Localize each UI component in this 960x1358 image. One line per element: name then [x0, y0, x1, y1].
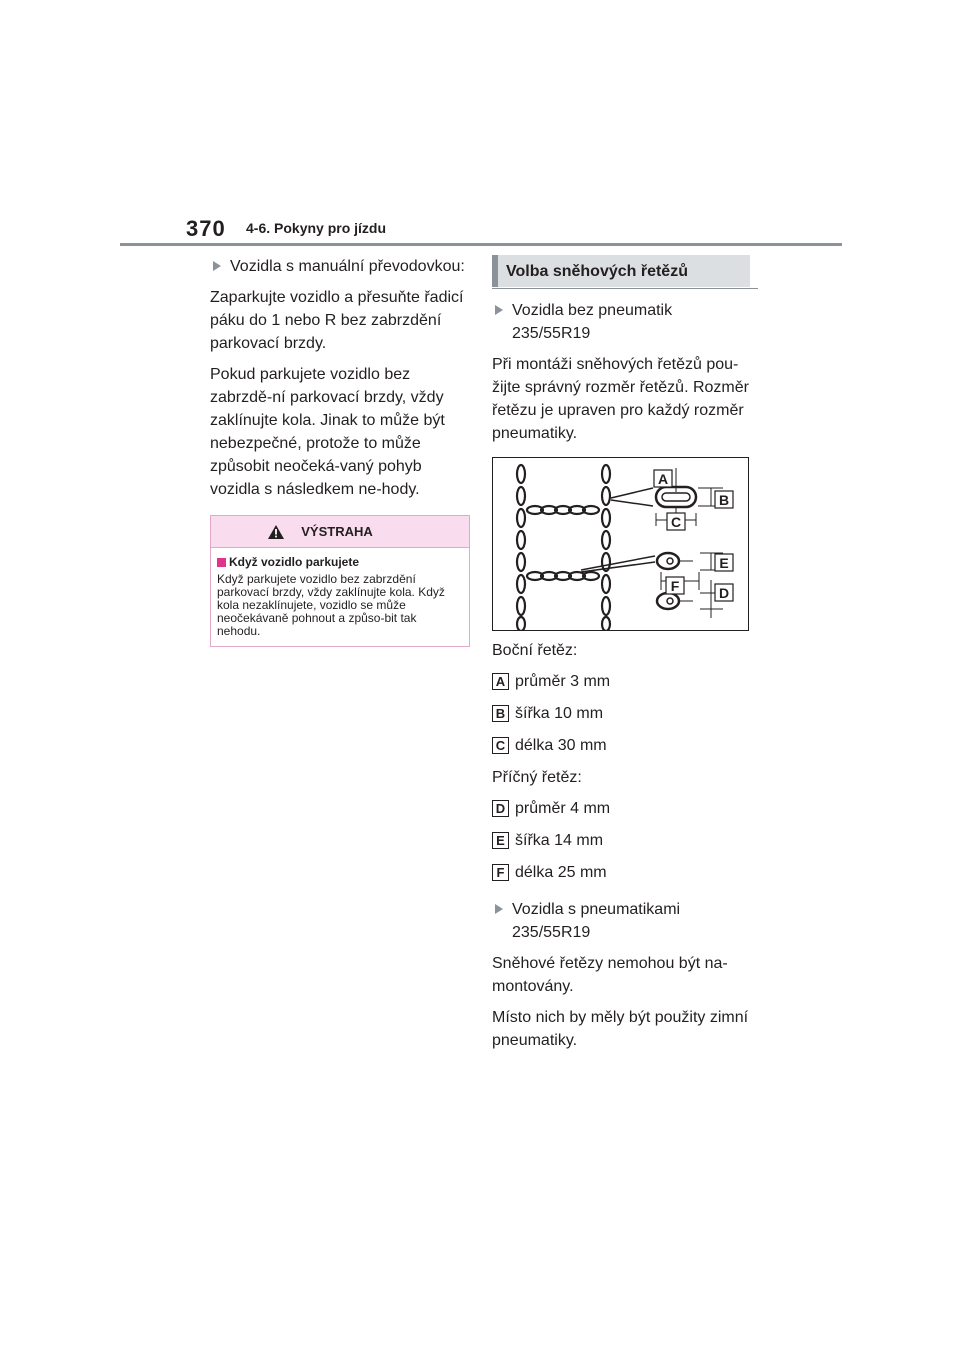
bullet-without-tires — [492, 299, 752, 345]
letter-box: B — [492, 705, 509, 722]
warning-subheading — [217, 554, 463, 570]
figure-label-f: F — [670, 578, 680, 594]
letter-box: E — [492, 832, 509, 849]
right-side-chain — [602, 465, 610, 630]
figure-label-c: C — [670, 514, 682, 530]
figure-label-e: E — [719, 555, 729, 571]
list-item-text: délka 25 mm — [515, 864, 607, 881]
figure-label-d: D — [718, 585, 730, 601]
section-heading-text: Volba sněhových řetězů — [506, 262, 688, 280]
figure-label-b: B — [718, 492, 730, 508]
list-item-text: šířka 10 mm — [515, 705, 604, 722]
figure-label-a: A — [657, 471, 669, 487]
list-item — [492, 702, 752, 725]
list-item — [492, 734, 752, 757]
list-item-text: délka 30 mm — [515, 737, 607, 754]
bullet-with-tires — [492, 898, 752, 944]
snow-chain-diagram — [493, 458, 748, 630]
section-title: 4-6. Pokyny pro jízdu — [246, 220, 387, 236]
letter-box: A — [492, 673, 509, 690]
letter-box: C — [492, 737, 509, 754]
triangle-bullet-icon — [495, 305, 503, 315]
triangle-bullet-icon — [495, 904, 503, 914]
paragraph: Zaparkujte vozidlo a přesuňte řadicí páku do 1 nebo R bez zabrzdění parkovací brzdy. — [210, 289, 464, 352]
bullet-manual-transmission — [210, 255, 470, 278]
upper-cross-chain — [527, 506, 599, 514]
right-column — [492, 255, 752, 1060]
list-item-text: průměr 4 mm — [515, 800, 611, 817]
section-heading — [492, 255, 750, 287]
paragraph: Místo nich by měly být použity zimní pneumatiky. — [492, 1009, 749, 1049]
square-bullet-icon — [217, 558, 226, 567]
left-column — [210, 255, 470, 647]
warning-triangle-icon — [267, 524, 285, 540]
list-item — [492, 670, 752, 693]
triangle-bullet-icon — [213, 261, 221, 271]
snow-chain-figure — [492, 457, 749, 631]
lower-cross-chain — [527, 572, 599, 580]
list-item-text: průměr 3 mm — [515, 673, 611, 690]
warning-subheading-text: Když vozidlo parkujete — [229, 555, 360, 569]
side-chain-label: Boční řetěz: — [492, 642, 578, 659]
warning-header — [211, 516, 469, 548]
page-number: 370 — [186, 216, 226, 241]
warning-title: VÝSTRAHA — [301, 524, 373, 539]
bullet-text: Vozidla bez pneumatik 235/55R19 — [512, 302, 673, 342]
warning-box — [210, 515, 470, 647]
list-item — [492, 829, 752, 852]
letter-box: D — [492, 800, 509, 817]
bullet-text: Vozidla s pneumatikami 235/55R19 — [512, 901, 681, 941]
header-rule — [120, 243, 842, 246]
list-item-text: šířka 14 mm — [515, 832, 604, 849]
left-side-chain — [517, 465, 525, 630]
page-header — [0, 0, 960, 250]
paragraph: Pokud parkujete vozidlo bez zabrzdě-ní parkovací brzdy, vždy zaklínujte kola. Jinak to může být nebezpečné, protože to může způsobit neočeká-vaný pohyb vozidla s následkem ne-hody. — [210, 366, 445, 498]
paragraph: Sněhové řetězy nemohou být na-montovány. — [492, 955, 728, 995]
list-item — [492, 861, 752, 884]
paragraph: Při montáži sněhových řetězů pou-žijte správný rozměr řetězů. Rozměr řetězu je upraven pro každý rozměr pneumatiky. — [492, 356, 749, 442]
bullet-text: Vozidla s manuální převodovkou: — [230, 258, 465, 275]
list-item — [492, 797, 752, 820]
letter-box: F — [492, 864, 509, 881]
warning-body — [211, 548, 469, 646]
cross-chain-label: Příčný řetěz: — [492, 769, 582, 786]
warning-text: Když parkujete vozidlo bez zabrzdění parkovací brzdy, vždy zaklínujte kola. Když kola nezaklínujete, vozidlo se může neočekávaně pohnout a způso-bit tak nehodu. — [217, 572, 445, 638]
